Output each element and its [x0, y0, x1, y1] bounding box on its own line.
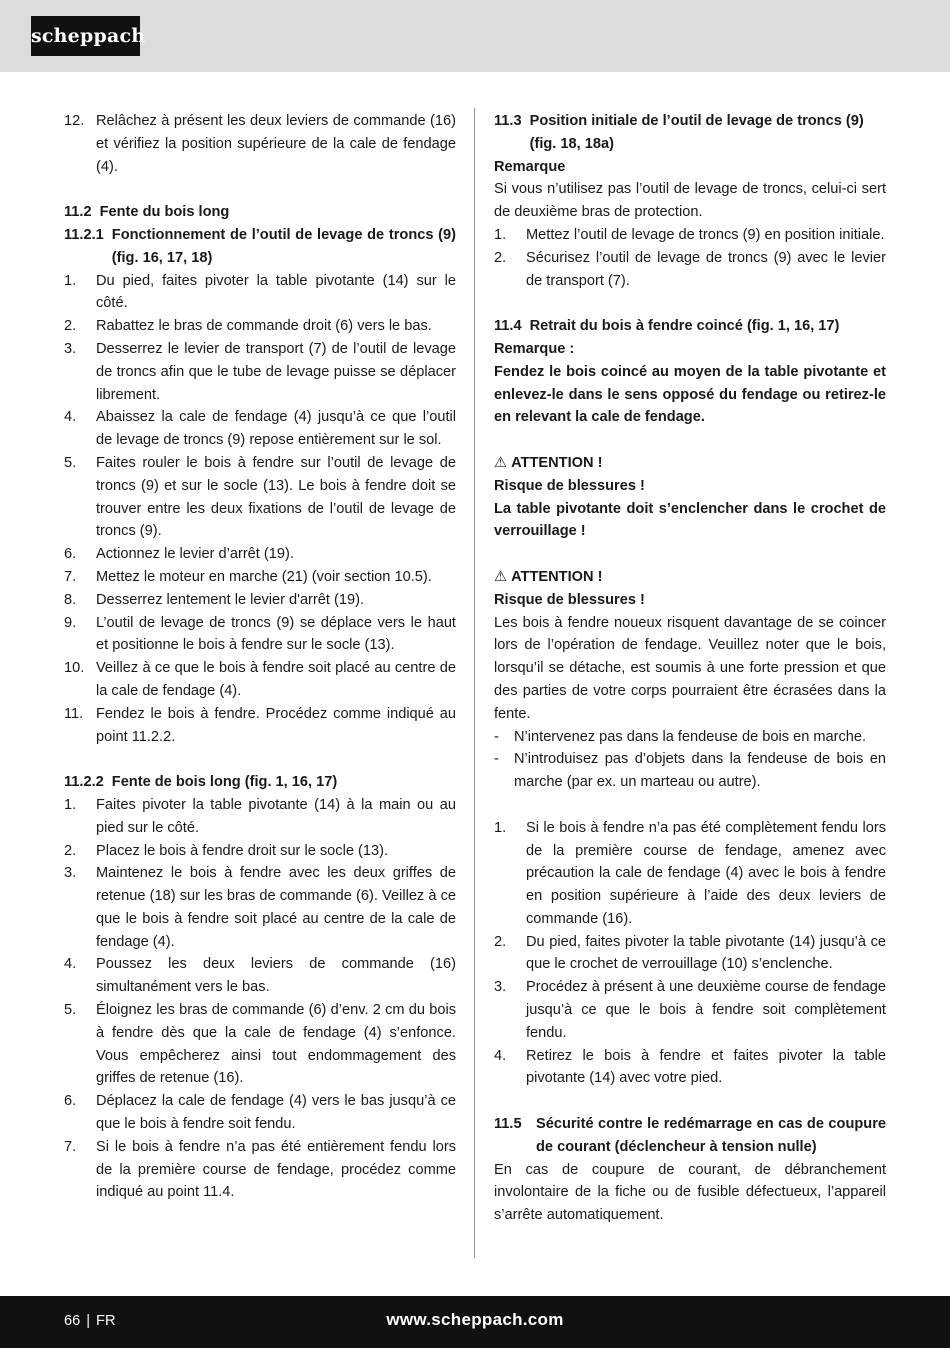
list-item	[64, 794, 456, 840]
warning-text: Les bois à fendre noueux risquent davantage de se coincer lors de l’opération de fendage. Veuillez noter que le bois, lorsqu’il se détache, est soumis à une forte pression et que des parties de votre corps pourraient être écrasées dans la fente.	[494, 614, 886, 722]
list-item-number: 3.	[64, 340, 77, 357]
remarque-label: Remarque :	[494, 340, 575, 357]
list-item-text: N’introduisez pas d’objets dans la fendeuse de bois en marche (par ex. un marteau ou autre).	[514, 751, 886, 791]
website-url: www.scheppach.com	[386, 1310, 564, 1329]
list-item	[494, 931, 886, 977]
list-item	[64, 840, 456, 863]
section-heading-11-4	[494, 315, 886, 338]
language-code: FR	[96, 1313, 116, 1329]
right-column	[494, 110, 886, 1227]
section-title: Fonctionnement de l’outil de levage de troncs (9) (fig. 16, 17, 18)	[111, 226, 456, 266]
steps-list-11-3	[494, 224, 886, 292]
list-item	[64, 999, 456, 1090]
list-item-text: Du pied, faites pivoter la table pivotante (14) sur le côté.	[96, 272, 456, 312]
section-number: 11.2.1	[64, 226, 104, 243]
section-title: Fente du bois long	[99, 204, 230, 221]
list-item	[64, 452, 456, 543]
list-item-text: Si le bois à fendre n’a pas été entièrement fendu lors de la première course de fendage, procédez comme indiqué au point 11.4.	[96, 1138, 456, 1201]
list-item-number: 9.	[64, 614, 77, 631]
footer-separator: |	[86, 1313, 91, 1329]
list-item-number: -	[494, 728, 499, 745]
list-item-number: 7.	[64, 568, 77, 585]
list-item	[64, 315, 456, 338]
list-item-number: 3.	[64, 865, 77, 882]
warning-triangle-icon: ⚠	[494, 454, 508, 471]
list-item-number: 1.	[494, 226, 507, 243]
section-number: 11.4	[494, 318, 522, 335]
remarque-label: Remarque	[494, 158, 566, 175]
list-item	[64, 543, 456, 566]
list-item-number: 1.	[64, 272, 77, 289]
list-item	[494, 1045, 886, 1091]
list-item-text: N’intervenez pas dans la fendeuse de bois en marche.	[514, 728, 867, 745]
list-item-text: Sécurisez l’outil de levage de troncs (9) avec le levier de transport (7).	[526, 249, 886, 289]
remarque-text: Fendez le bois coincé au moyen de la table pivotante et enlevez-le dans le sens opposé du fendage ou retirez-le en relevant la cale de fendage.	[494, 363, 886, 426]
list-item	[494, 817, 886, 931]
left-column	[64, 110, 456, 1204]
list-item-text: Placez le bois à fendre droit sur le socle (13).	[96, 842, 389, 859]
section-title: Sécurité contre le redémarrage en cas de coupure de courant (déclencheur à tension nulle)	[536, 1116, 886, 1155]
list-item-text: Mettez le moteur en marche (21) (voir section 10.5).	[96, 568, 432, 585]
list-item-text: Desserrez lentement le levier d'arrêt (19).	[96, 591, 365, 608]
list-item	[64, 338, 456, 406]
warning-triangle-icon: ⚠	[494, 568, 508, 585]
list-item-text: Procédez à présent à une deuxième course de fendage jusqu’à ce que le bois à fendre soit complètement fendu.	[526, 979, 886, 1041]
list-item-number: 1.	[64, 796, 77, 813]
list-item-text: Du pied, faites pivoter la table pivotante (14) jusqu’à ce que le crochet de verrouillage (10) s’enclenche.	[526, 933, 886, 973]
header-bar	[0, 0, 950, 72]
section-text: En cas de coupure de courant, de débranchement involontaire de la fiche ou de fusible défectueux, l’appareil s’arrête automatiquement.	[494, 1161, 886, 1224]
section-number: 11.3	[494, 113, 522, 129]
section-title: Fente de bois long (fig. 1, 16, 17)	[111, 774, 338, 791]
list-item	[64, 406, 456, 452]
section-heading-11-5	[494, 1113, 886, 1159]
list-item-text: Faites pivoter la table pivotante (14) à la main ou au pied sur le côté.	[96, 796, 456, 836]
list-item-number: 5.	[64, 454, 77, 471]
list-item	[64, 657, 456, 703]
scheppach-logo: scheppach	[31, 16, 140, 56]
list-item	[64, 1090, 456, 1136]
warning-text: La table pivotante doit s’enclencher dans le crochet de verrouillage !	[494, 500, 886, 540]
list-item	[64, 953, 456, 999]
list-item-text: Fendez le bois à fendre. Procédez comme indiqué au point 11.2.2.	[96, 705, 456, 745]
list-item-number: 11.	[64, 705, 84, 722]
warning-dash-list	[494, 726, 886, 794]
list-item-text: Abaissez la cale de fendage (4) jusqu’à ce que l’outil de levage de troncs (9) repose entièrement sur le sol.	[96, 409, 456, 449]
list-item-number: 4.	[64, 956, 77, 973]
list-item-number: 2.	[494, 933, 507, 950]
list-item	[64, 612, 456, 658]
attention-heading	[494, 452, 886, 475]
list-item-text: L’outil de levage de troncs (9) se déplace vers le haut et positionne le bois à fendre sur le socle (13).	[96, 614, 456, 654]
list-item-number: 7.	[64, 1138, 77, 1155]
steps-list-11-2-1	[64, 270, 456, 749]
list-item-number: 4.	[494, 1047, 507, 1064]
step-text: Relâchez à présent les deux leviers de commande (16) et vérifiez la position supérieure de la cale de fendage (4).	[96, 113, 456, 175]
section-heading-11-2	[64, 201, 456, 224]
steps-list-11-2-2	[64, 794, 456, 1204]
list-item-number: 5.	[64, 1002, 77, 1019]
list-item-number: 4.	[64, 409, 77, 426]
list-item-number: 10.	[64, 660, 85, 677]
section-heading-11-3	[494, 110, 886, 156]
list-item-text: Rabattez le bras de commande droit (6) vers le bas.	[96, 318, 432, 335]
list-item-number: 2.	[64, 842, 77, 859]
risk-label: Risque de blessures !	[494, 591, 645, 608]
list-item	[64, 1136, 456, 1204]
list-item-text: Veillez à ce que le bois à fendre soit placé au centre de la cale de fendage (4).	[96, 660, 456, 699]
section-number: 11.2.2	[64, 774, 104, 791]
step-number: 12.	[64, 113, 85, 129]
page-number-value: 66	[64, 1313, 81, 1329]
attention-heading	[494, 566, 886, 589]
footer-bar	[0, 1296, 950, 1348]
section-heading-11-2-2	[64, 771, 456, 794]
list-item-text: Poussez les deux leviers de commande (16) simultanément vers le bas.	[96, 956, 456, 996]
list-item	[64, 566, 456, 589]
list-item-text: Desserrez le levier de transport (7) de l’outil de levage de troncs afin que le tube de levage puisse se déplacer librement.	[96, 340, 456, 403]
list-item-text: Maintenez le bois à fendre avec les deux griffes de retenue (18) sur les bras de commande (6). Veillez à ce que le bois à fendre soit placé au centre de la cale de fendage (4).	[96, 865, 456, 950]
risk-label: Risque de blessures !	[494, 477, 645, 494]
list-item-text: Éloignez les bras de commande (6) d’env. 2 cm du bois à fendre dès que la cale de fendage (4) s’enfonce. Vous empêcherez ainsi tout endommagement des griffes de retenue (16).	[96, 1002, 456, 1087]
remarque-text: Si vous n’utilisez pas l’outil de levage de troncs, celui-ci sert de deuxième bras de protection.	[494, 181, 886, 221]
list-item-text: Si le bois à fendre n’a pas été complètement fendu lors de la première course de fendage, amenez avec précaution la cale de fendage (4) avec le bois à fendre en position supérieure à l’aide des deux leviers de commande (16).	[526, 819, 886, 927]
list-item	[494, 247, 886, 293]
list-item	[494, 726, 886, 749]
section-number: 11.5	[494, 1116, 522, 1133]
section-title: Position initiale de l’outil de levage de troncs (9) (fig. 18, 18a)	[529, 113, 864, 152]
list-item-number: 8.	[64, 591, 77, 608]
list-item-text: Faites rouler le bois à fendre sur l’outil de levage de troncs (9) et sur le socle (13). Le bois à fendre doit se trouver entre les deux fixations de l’outil de levage de troncs (9).	[96, 454, 456, 540]
list-item-text: Déplacez la cale de fendage (4) vers le bas jusqu’à ce que le bois à fendre soit fendu.	[96, 1093, 456, 1133]
list-item	[494, 748, 886, 794]
list-item-number: 6.	[64, 1093, 77, 1110]
section-heading-11-2-1	[64, 224, 456, 270]
step-12	[64, 110, 456, 178]
list-item	[64, 589, 456, 612]
section-title: Retrait du bois à fendre coincé (fig. 1, 16, 17)	[529, 318, 840, 335]
list-item-number: 6.	[64, 546, 77, 563]
section-number: 11.2	[64, 204, 92, 221]
list-item	[494, 976, 886, 1044]
attention-label: ATTENTION !	[511, 568, 603, 585]
list-item-number: 2.	[494, 249, 507, 266]
list-item-number: 2.	[64, 318, 77, 335]
list-item-number: 3.	[494, 979, 507, 996]
list-item-number: -	[494, 751, 499, 768]
list-item-text: Actionnez le levier d’arrêt (19).	[96, 546, 294, 563]
steps-list-11-4	[494, 817, 886, 1091]
list-item	[64, 270, 456, 316]
attention-label: ATTENTION !	[511, 454, 603, 471]
list-item	[64, 703, 456, 749]
list-item-number: 1.	[494, 819, 507, 836]
list-item-text: Mettez l’outil de levage de troncs (9) en position initiale.	[526, 226, 885, 243]
list-item	[64, 862, 456, 953]
list-item	[494, 224, 886, 247]
list-item-text: Retirez le bois à fendre et faites pivoter la table pivotante (14) avec votre pied.	[526, 1047, 886, 1087]
column-divider	[474, 108, 475, 1258]
